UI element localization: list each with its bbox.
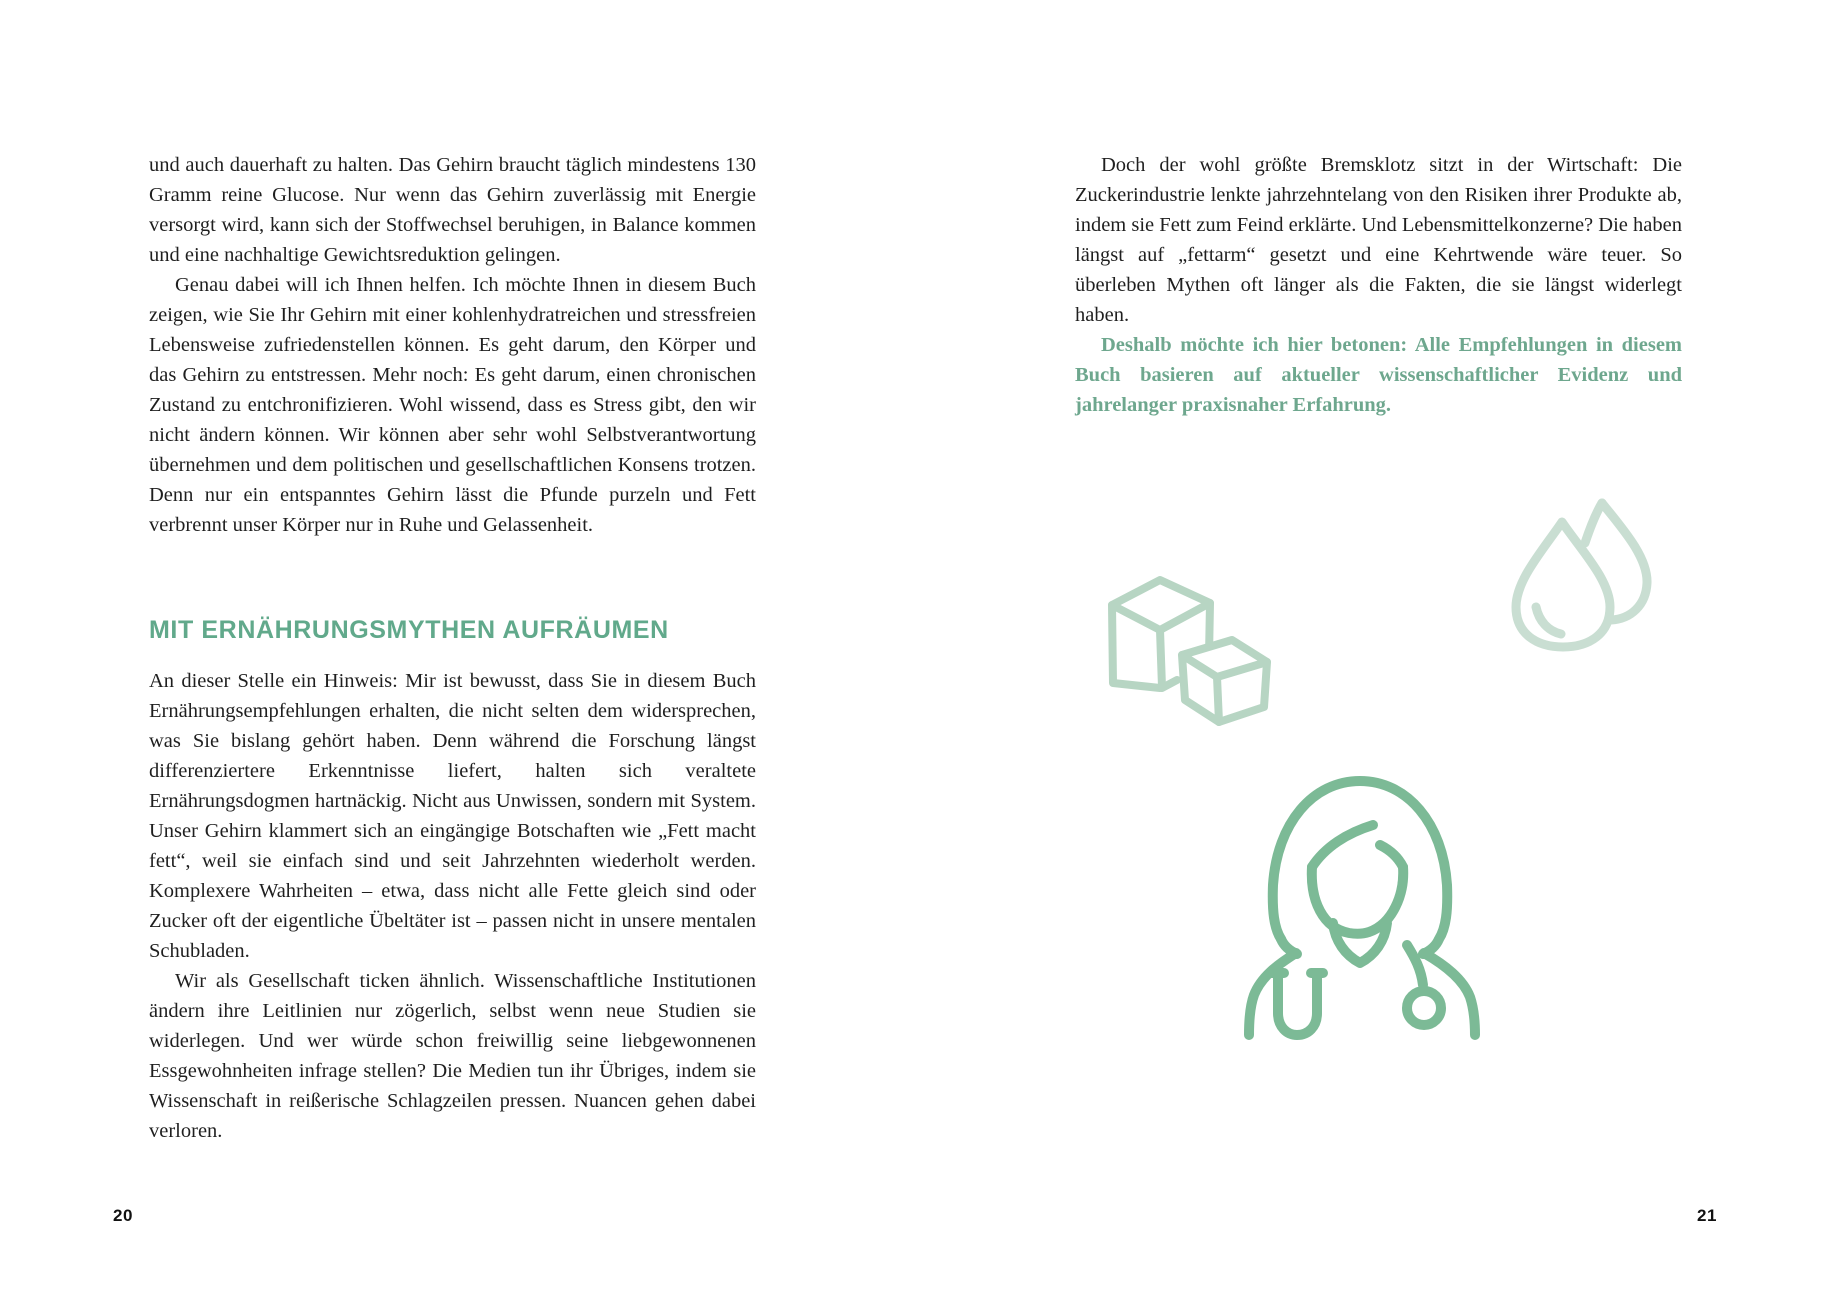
page-number-right: 21 bbox=[1697, 1206, 1717, 1225]
left-page-body-top bbox=[149, 150, 756, 540]
left-page-body-section bbox=[149, 666, 756, 1146]
female-doctor-icon bbox=[1237, 773, 1487, 1043]
paragraph: An dieser Stelle ein Hinweis: Mir ist bewusst, dass Sie in diesem Buch Ernährungsempfehlungen erhalten, die nicht selten dem widersprechen, was Sie bislang gehört haben. Denn während die Forschung längst differenziertere Erkenntnisse liefert, halten sich veraltete Ernährungsdogmen hartnäckig. Nicht aus Unwissen, sondern mit System. Unser Gehirn klammert sich an eingängige Botschaften wie „Fett macht fett“, weil sie einfach sind und seit Jahrzehnten wiederholt werden. Komplexere Wahrheiten – etwa, dass nicht alle Fette gleich sind oder Zucker oft der eigentliche Übeltäter ist – passen nicht in unsere mentalen Schubladen. bbox=[149, 670, 756, 962]
water-drops-icon bbox=[1505, 495, 1655, 653]
paragraph: Doch der wohl größte Bremsklotz sitzt in der Wirtschaft: Die Zuckerindustrie lenkte jahrzehntelang von den Risiken ihrer Produkte ab, indem sie Fett zum Feind erklärte. Und Lebensmittelkonzerne? Die haben längst auf „fettarm“ gesetzt und eine Kehrtwende wäre teuer. So überleben Mythen oft länger als die Fakten, die sie längst widerlegt haben. bbox=[1075, 154, 1682, 326]
paragraph: Wir als Gesellschaft ticken ähnlich. Wissenschaftliche Institutionen ändern ihre Leitlinien nur zögerlich, selbst wenn neue Studien sie widerlegen. Und wer würde schon freiwillig seine liebgewonnenen Essgewohnheiten infrage stellen? Die Medien tun ihr Übriges, indem sie Wissenschaft in reißerische Schlagzeilen pressen. Nuancen gehen dabei verloren. bbox=[149, 970, 756, 1142]
page-number-left: 20 bbox=[113, 1206, 133, 1225]
emphasis-paragraph: Deshalb möchte ich hier betonen: Alle Empfehlungen in diesem Buch basieren auf aktueller wissenschaftlicher Evidenz und jahrelanger praxisnaher Erfahrung. bbox=[1075, 334, 1682, 416]
paragraph: und auch dauerhaft zu halten. Das Gehirn braucht täglich mindestens 130 Gramm reine Glucose. Nur wenn das Gehirn zuverlässig mit Energie versorgt wird, kann sich der Stoffwechsel beruhigen, in Balance kommen und eine nachhaltige Gewichtsreduktion gelingen. bbox=[149, 154, 756, 266]
paragraph: Genau dabei will ich Ihnen helfen. Ich möchte Ihnen in diesem Buch zeigen, wie Sie Ihr Gehirn mit einer kohlenhydratreichen und stressfreien Lebensweise zufriedenstellen können. Es geht darum, den Körper und das Gehirn zu entstressen. Mehr noch: Es geht darum, einen chronischen Zustand zu entchronifizieren. Wohl wissend, dass es Stress gibt, den wir nicht ändern können. Wir können aber sehr wohl Selbstverantwortung übernehmen und dem politischen und gesellschaftlichen Konsens trotzen. Denn nur ein entspanntes Gehirn lässt die Pfunde purzeln und Fett verbrennt unser Körper nur in Ruhe und Gelassenheit. bbox=[149, 274, 756, 536]
section-heading: MIT ERNÄHRUNGSMYTHEN AUFRÄUMEN bbox=[149, 616, 669, 644]
sugar-cubes-icon bbox=[1105, 568, 1275, 734]
right-page-body bbox=[1075, 150, 1682, 420]
